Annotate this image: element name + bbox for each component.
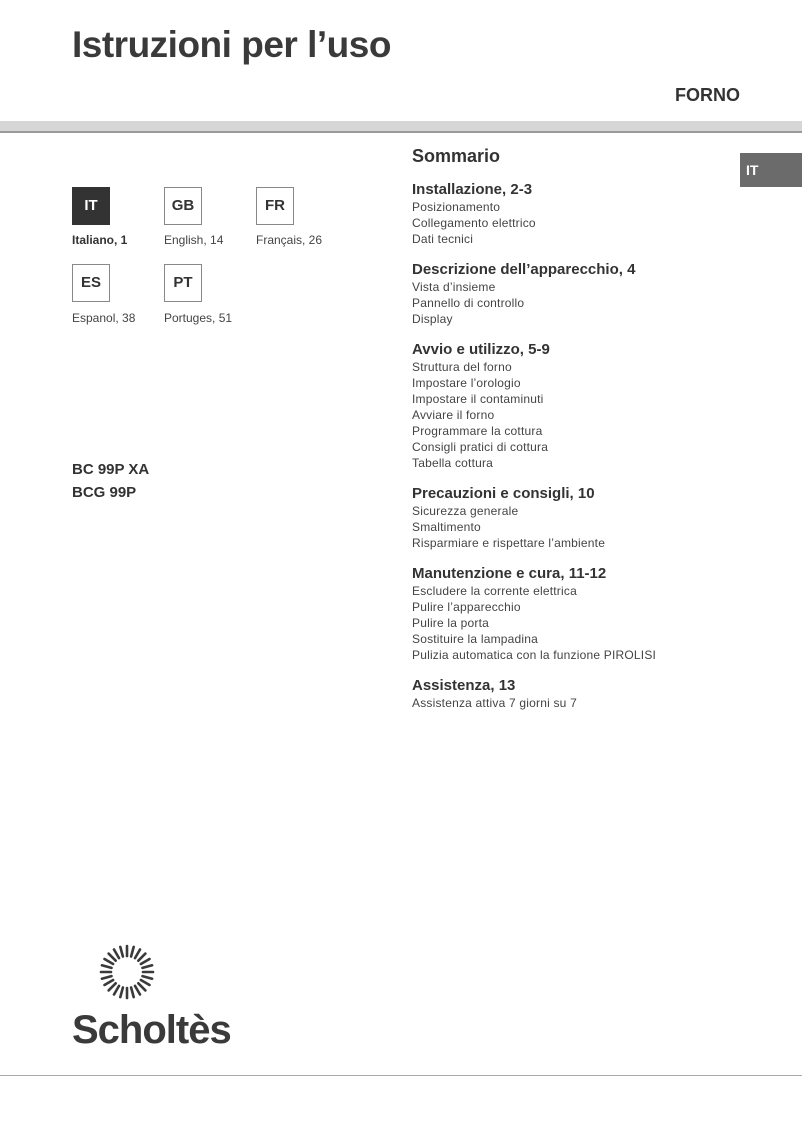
lang-box-es: ES (72, 264, 110, 302)
toc-item: Pannello di controllo (412, 296, 525, 310)
model-number: BC 99P XA (72, 461, 150, 478)
toc-item: Smaltimento (412, 520, 481, 534)
toc-item: Dati tecnici (412, 232, 474, 246)
lang-box-fr: FR (256, 187, 294, 225)
toc-item: Programmare la cottura (412, 424, 543, 438)
toc-item: Pulizia automatica con la funzione PIROLISI (412, 648, 657, 662)
lang-portuges: Portuges, 51 (164, 311, 233, 325)
toc-item: Pulire la porta (412, 616, 490, 630)
toc-section (412, 485, 732, 551)
toc-item: Impostare il contaminuti (412, 392, 544, 406)
header-band (0, 121, 802, 133)
toc-section-heading: Descrizione dell’apparecchio, 4 (412, 261, 636, 278)
logo-ray (135, 950, 140, 959)
lang-english: English, 14 (164, 233, 224, 247)
toc-section-heading: Manutenzione e cura, 11-12 (412, 565, 607, 582)
toc-section-heading: Assistenza, 13 (412, 677, 516, 694)
toc-section (412, 181, 732, 247)
logo-ray (109, 983, 116, 990)
brand-logo: Scholtès (72, 1008, 231, 1052)
logo-ray (114, 986, 119, 995)
logo-ray (141, 959, 150, 964)
toc-section-heading: Avvio e utilizzo, 5-9 (412, 341, 550, 358)
toc-item: Escludere la corrente elettrica (412, 584, 577, 598)
toc-item: Pulire l’apparecchio (412, 600, 521, 614)
toc-section-heading: Installazione, 2-3 (412, 181, 533, 198)
toc-item: Consigli pratici di cottura (412, 440, 549, 454)
table-of-contents (412, 146, 732, 725)
lang-box-gb: GB (164, 187, 202, 225)
logo-ray (120, 988, 123, 998)
lang-box-it: IT (72, 187, 110, 225)
toc-item: Assistenza attiva 7 giorni su 7 (412, 696, 577, 710)
logo-ray (138, 954, 145, 961)
toc-item: Display (412, 312, 453, 326)
logo-ray (138, 983, 145, 990)
logo-ray (102, 965, 112, 968)
logo-ray (135, 986, 140, 995)
toc-item: Impostare l’orologio (412, 376, 521, 390)
toc-item: Tabella cottura (412, 456, 494, 470)
logo-ray (143, 976, 153, 979)
logo-ray (102, 976, 112, 979)
logo-ray (120, 947, 123, 957)
toc-item: Struttura del forno (412, 360, 512, 374)
toc-section-heading: Precauzioni e consigli, 10 (412, 485, 595, 502)
toc-item: Sicurezza generale (412, 504, 519, 518)
toc-title: Sommario (412, 146, 501, 166)
logo-ray (143, 965, 153, 968)
toc-item: Posizionamento (412, 200, 501, 214)
product-type: FORNO (675, 85, 740, 105)
toc-item: Risparmiare e rispettare l’ambiente (412, 536, 606, 550)
brand-sun-logo-icon (72, 940, 182, 1005)
lang-espanol: Espanol, 38 (72, 311, 136, 325)
toc-section (412, 261, 732, 327)
logo-ray (105, 980, 114, 985)
toc-item: Sostituire la lampadina (412, 632, 539, 646)
toc-section (412, 341, 732, 471)
footer-divider (0, 1075, 802, 1076)
toc-section (412, 565, 732, 663)
toc-item: Collegamento elettrico (412, 216, 536, 230)
toc-item: Avviare il forno (412, 408, 495, 422)
page-title: Istruzioni per l’uso (72, 24, 391, 65)
lang-italiano: Italiano, 1 (72, 233, 128, 247)
toc-item: Vista d’insieme (412, 280, 496, 294)
logo-ray (109, 954, 116, 961)
logo-ray (114, 950, 119, 959)
logo-ray (141, 980, 150, 985)
lang-box-pt: PT (164, 264, 202, 302)
lang-francais: Français, 26 (256, 233, 323, 247)
model-number: BCG 99P (72, 484, 137, 501)
language-side-tab: IT (740, 153, 802, 187)
toc-section (412, 677, 732, 711)
logo-ray (131, 947, 134, 957)
logo-ray (105, 959, 114, 964)
logo-ray (131, 988, 134, 998)
